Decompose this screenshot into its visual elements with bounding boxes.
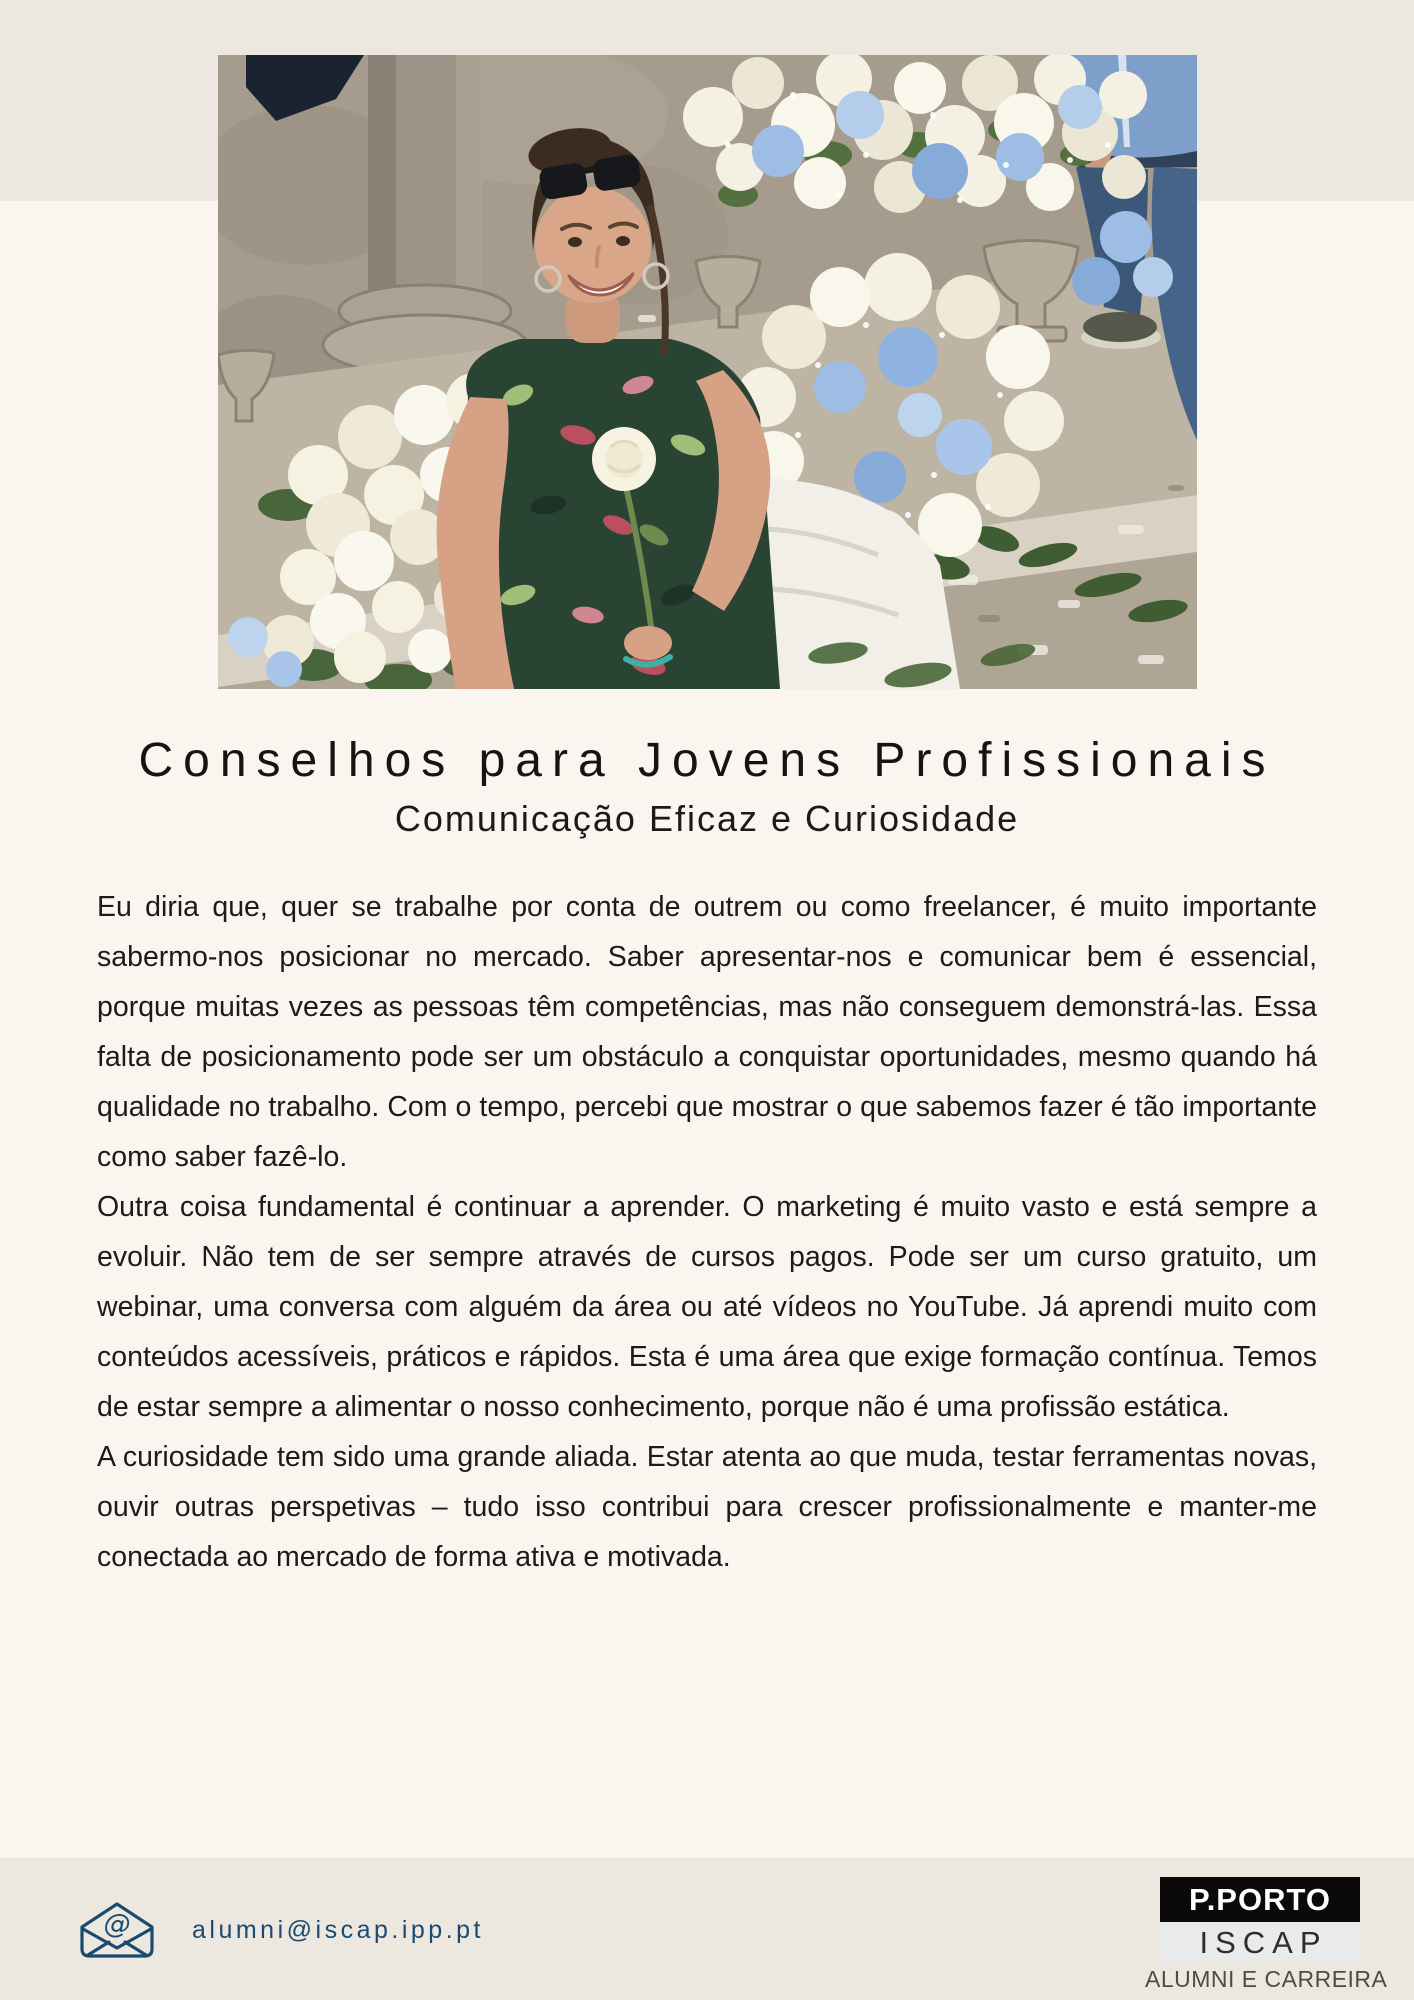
pporto-iscap-logo xyxy=(1145,1877,1388,1993)
body-paragraph: Eu diria que, quer se trabalhe por conta de outrem ou como freelancer, é muito importante sabermo-nos posicionar no mercado. Saber apresentar-nos e comunicar bem é essencial, porque muitas vezes as pessoas têm competências, mas não conseguem demonstrá-las. Essa falta de posicionamento pode ser um obstáculo a conquistar oportunidades, mesmo quando há qualidade no trabalho. Com o tempo, percebi que mostrar o que sabemos fazer é tão importante como saber fazê-lo. xyxy=(97,891,1317,1173)
logo-school: ISCAP xyxy=(1160,1922,1360,1962)
photo-illustration xyxy=(218,55,1197,689)
body-paragraph: Outra coisa fundamental é continuar a aprender. O marketing é muito vasto e está sempre a evoluir. Não tem de ser sempre através de cursos pagos. Pode ser um curso gratuito, um webinar, uma conversa com alguém da área ou até vídeos no YouTube. Já aprendi muito com conteúdos acessíveis, práticos e rápidos. Esta é uma área que exige formação contínua. Temos de estar sempre a alimentar o nosso conhecimento, porque não é uma profissão estática. xyxy=(97,1191,1317,1423)
profile-photo xyxy=(218,55,1197,689)
envelope-at-icon xyxy=(78,1900,156,1960)
page-title: Conselhos para Jovens Profissionais xyxy=(138,734,1276,787)
page-subtitle: Comunicação Eficaz e Curiosidade xyxy=(394,798,1020,839)
logo-brand: P.PORTO xyxy=(1160,1877,1360,1922)
contact-row xyxy=(78,1898,484,1962)
logo-unit: ALUMNI E CARREIRA xyxy=(1145,1966,1388,1992)
body-paragraph: A curiosidade tem sido uma grande aliada. Estar atenta ao que muda, testar ferramentas novas, ouvir outras perspetivas – tudo isso contribui para crescer profissionalmente e manter-me conectada ao mercado de forma ativa e motivada. xyxy=(97,1441,1317,1573)
email-link[interactable]: alumni@iscap.ipp.pt xyxy=(192,1915,484,1944)
article-body xyxy=(97,882,1317,1582)
svg-text:@: @ xyxy=(103,1909,131,1940)
